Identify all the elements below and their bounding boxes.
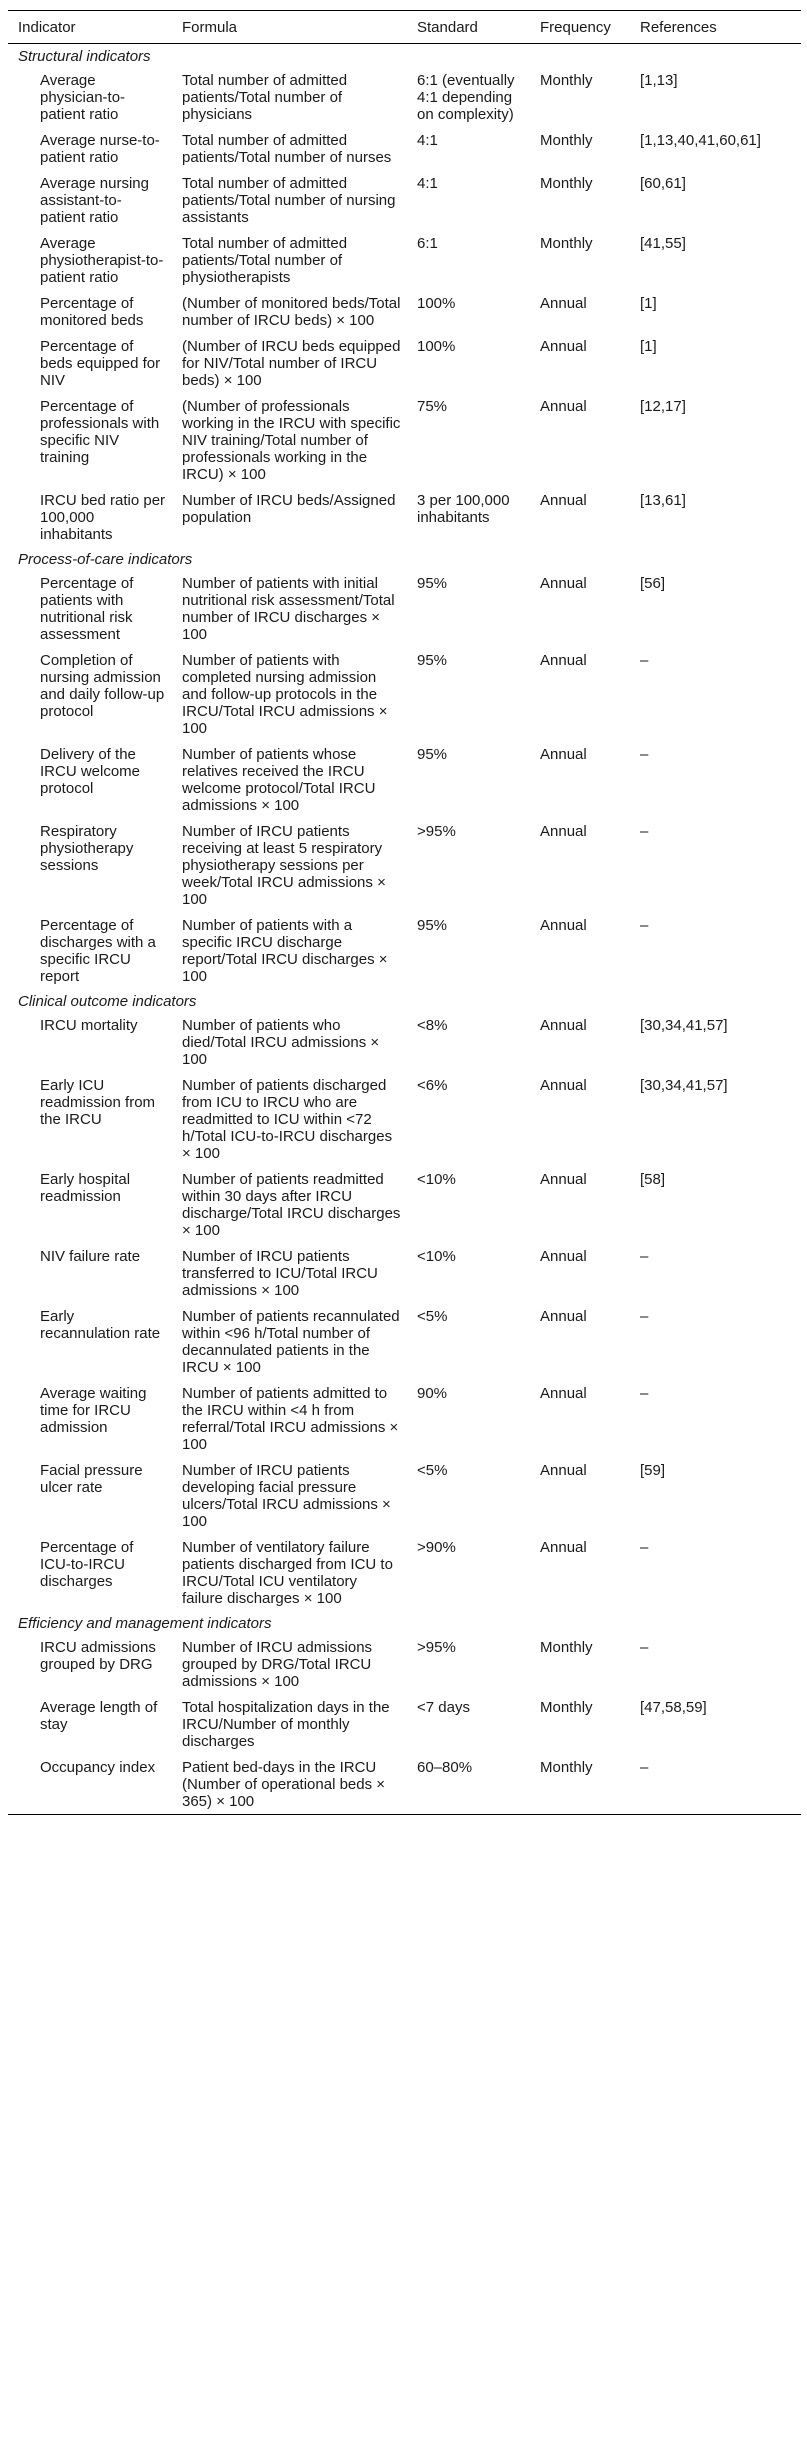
- indicator-cell: IRCU mortality: [40, 1017, 138, 1034]
- table-header: [8, 11, 801, 44]
- formula-cell: Number of patients whose relatives received the IRCU welcome protocol/Total IRCU admissions × 100: [182, 746, 376, 814]
- standard-cell: 6:1 (eventually 4:1 depending on complexity): [417, 72, 515, 123]
- table-row: [8, 393, 801, 487]
- frequency-cell: Monthly: [540, 235, 593, 252]
- indicator-cell: Percentage of beds equipped for NIV: [40, 338, 161, 389]
- formula-cell: Total hospitalization days in the IRCU/Number of monthly discharges: [182, 1699, 390, 1750]
- frequency-cell: Annual: [540, 398, 587, 415]
- formula-cell: Number of patients with completed nursing admission and follow-up protocols in the IRCU/Total IRCU admissions × 100: [182, 652, 388, 737]
- references-cell: [60,61]: [640, 175, 686, 192]
- frequency-cell: Annual: [540, 1308, 587, 1325]
- frequency-cell: Monthly: [540, 1699, 593, 1716]
- indicator-cell: Average physician-to-patient ratio: [40, 72, 126, 123]
- frequency-cell: Annual: [540, 1248, 587, 1265]
- table-row: [8, 1166, 801, 1243]
- frequency-cell: Annual: [540, 1171, 587, 1188]
- table-row: [8, 1303, 801, 1380]
- standard-cell: 3 per 100,000 inhabitants: [417, 492, 510, 526]
- frequency-cell: Monthly: [540, 1639, 593, 1656]
- frequency-cell: Monthly: [540, 1759, 593, 1776]
- references-cell: –: [640, 746, 649, 763]
- frequency-cell: Annual: [540, 575, 587, 592]
- indicator-cell: IRCU bed ratio per 100,000 inhabitants: [40, 492, 166, 543]
- indicator-cell: Percentage of ICU-to-IRCU discharges: [40, 1539, 134, 1590]
- table-row: [8, 487, 801, 547]
- indicator-cell: Percentage of monitored beds: [40, 295, 144, 329]
- header-standard: Standard: [417, 19, 478, 36]
- indicators-table-container: [8, 10, 801, 1815]
- references-cell: [1]: [640, 338, 657, 355]
- frequency-cell: Annual: [540, 917, 587, 934]
- header-formula: Formula: [182, 19, 238, 36]
- indicator-cell: Percentage of discharges with a specific IRCU report: [40, 917, 156, 985]
- references-cell: –: [640, 917, 649, 934]
- references-cell: [13,61]: [640, 492, 686, 509]
- table-row: [8, 170, 801, 230]
- section-header-row: [8, 989, 801, 1012]
- section-title: Clinical outcome indicators: [18, 993, 197, 1010]
- formula-cell: Number of IRCU admissions grouped by DRG/Total IRCU admissions × 100: [182, 1639, 373, 1690]
- indicator-cell: Facial pressure ulcer rate: [40, 1462, 143, 1496]
- standard-cell: >95%: [417, 823, 456, 840]
- frequency-cell: Annual: [540, 652, 587, 669]
- section-title: Structural indicators: [18, 48, 151, 65]
- formula-cell: Number of IRCU beds/Assigned population: [182, 492, 396, 526]
- standard-cell: 90%: [417, 1385, 448, 1402]
- section-title: Process-of-care indicators: [18, 551, 193, 568]
- table-row: [8, 1012, 801, 1072]
- formula-cell: Number of IRCU patients transferred to ICU/Total IRCU admissions × 100: [182, 1248, 378, 1299]
- table-row: [8, 1072, 801, 1166]
- standard-cell: <6%: [417, 1077, 448, 1094]
- frequency-cell: Monthly: [540, 72, 593, 89]
- indicator-cell: Delivery of the IRCU welcome protocol: [40, 746, 141, 797]
- references-cell: –: [640, 823, 649, 840]
- formula-cell: Total number of admitted patients/Total number of nurses: [182, 132, 392, 166]
- table-row: [8, 1243, 801, 1303]
- frequency-cell: Annual: [540, 823, 587, 840]
- references-cell: –: [640, 1759, 649, 1776]
- formula-cell: Number of patients who died/Total IRCU admissions × 100: [182, 1017, 380, 1068]
- references-cell: –: [640, 1539, 649, 1556]
- standard-cell: <5%: [417, 1462, 448, 1479]
- frequency-cell: Annual: [540, 1462, 587, 1479]
- references-cell: [1,13]: [640, 72, 678, 89]
- table-row: [8, 333, 801, 393]
- standard-cell: >90%: [417, 1539, 456, 1556]
- indicator-cell: Completion of nursing admission and daily follow-up protocol: [40, 652, 165, 720]
- references-cell: [12,17]: [640, 398, 686, 415]
- table-body: [8, 44, 801, 1815]
- standard-cell: 6:1: [417, 235, 438, 252]
- references-cell: [41,55]: [640, 235, 686, 252]
- indicator-cell: Average physiotherapist-to-patient ratio: [40, 235, 164, 286]
- formula-cell: Number of patients readmitted within 30 days after IRCU discharge/Total IRCU discharges × 100: [182, 1171, 401, 1239]
- frequency-cell: Annual: [540, 746, 587, 763]
- references-cell: –: [640, 652, 649, 669]
- indicator-cell: Occupancy index: [40, 1759, 156, 1776]
- standard-cell: <10%: [417, 1171, 456, 1188]
- table-row: [8, 1634, 801, 1694]
- formula-cell: (Number of monitored beds/Total number of IRCU beds) × 100: [182, 295, 401, 329]
- section-header-row: [8, 1611, 801, 1634]
- table-row: [8, 1534, 801, 1611]
- indicator-cell: Percentage of patients with nutritional risk assessment: [40, 575, 134, 643]
- frequency-cell: Annual: [540, 492, 587, 509]
- formula-cell: Total number of admitted patients/Total number of nursing assistants: [182, 175, 396, 226]
- standard-cell: 100%: [417, 295, 456, 312]
- standard-cell: <7 days: [417, 1699, 470, 1716]
- standard-cell: 4:1: [417, 132, 438, 149]
- header-references: References: [640, 19, 717, 36]
- formula-cell: Total number of admitted patients/Total number of physicians: [182, 72, 348, 123]
- frequency-cell: Annual: [540, 1385, 587, 1402]
- indicator-cell: Early recannulation rate: [40, 1308, 161, 1342]
- section-header-row: [8, 44, 801, 68]
- formula-cell: Number of IRCU patients receiving at least 5 respiratory physiotherapy sessions per week/Total IRCU admissions × 100: [182, 823, 386, 908]
- frequency-cell: Annual: [540, 295, 587, 312]
- references-cell: [1,13,40,41,60,61]: [640, 132, 761, 149]
- formula-cell: Number of IRCU patients developing facial pressure ulcers/Total IRCU admissions × 100: [182, 1462, 391, 1530]
- indicator-cell: Early ICU readmission from the IRCU: [40, 1077, 156, 1128]
- table-row: [8, 647, 801, 741]
- references-cell: [30,34,41,57]: [640, 1077, 728, 1094]
- indicator-cell: Average nursing assistant-to-patient ratio: [40, 175, 149, 226]
- indicator-cell: Percentage of professionals with specific NIV training: [40, 398, 160, 466]
- formula-cell: (Number of professionals working in the IRCU with specific NIV training/Total number of professionals working in the IRCU) × 100: [182, 398, 401, 483]
- formula-cell: Total number of admitted patients/Total number of physiotherapists: [182, 235, 348, 286]
- table-row: [8, 127, 801, 170]
- references-cell: [30,34,41,57]: [640, 1017, 728, 1034]
- standard-cell: >95%: [417, 1639, 456, 1656]
- standard-cell: 100%: [417, 338, 456, 355]
- formula-cell: Number of patients with a specific IRCU discharge report/Total IRCU discharges × 100: [182, 917, 388, 985]
- references-cell: [58]: [640, 1171, 666, 1188]
- formula-cell: Number of ventilatory failure patients discharged from ICU to IRCU/Total ICU ventilatory failure discharges × 100: [182, 1539, 393, 1607]
- frequency-cell: Monthly: [540, 175, 593, 192]
- section-title: Efficiency and management indicators: [18, 1615, 272, 1632]
- references-cell: [1]: [640, 295, 657, 312]
- indicator-cell: Average length of stay: [40, 1699, 158, 1733]
- table-row: [8, 1694, 801, 1754]
- indicator-cell: Early hospital readmission: [40, 1171, 131, 1205]
- indicator-cell: IRCU admissions grouped by DRG: [40, 1639, 156, 1673]
- table-row: [8, 570, 801, 647]
- table-row: [8, 67, 801, 127]
- formula-cell: Number of patients admitted to the IRCU within <4 h from referral/Total IRCU admissions × 100: [182, 1385, 399, 1453]
- references-cell: [47,58,59]: [640, 1699, 707, 1716]
- quality-indicators-table: [8, 10, 801, 1815]
- table-row: [8, 290, 801, 333]
- standard-cell: <5%: [417, 1308, 448, 1325]
- references-cell: –: [640, 1385, 649, 1402]
- formula-cell: Number of patients with initial nutritional risk assessment/Total number of IRCU discharges × 100: [182, 575, 395, 643]
- frequency-cell: Monthly: [540, 132, 593, 149]
- indicator-cell: NIV failure rate: [40, 1248, 141, 1265]
- standard-cell: 95%: [417, 575, 448, 592]
- table-row: [8, 1457, 801, 1534]
- section-header-row: [8, 547, 801, 570]
- table-row: [8, 741, 801, 818]
- indicator-cell: Respiratory physiotherapy sessions: [40, 823, 134, 874]
- indicator-cell: Average waiting time for IRCU admission: [40, 1385, 147, 1436]
- formula-cell: (Number of IRCU beds equipped for NIV/Total number of IRCU beds) × 100: [182, 338, 401, 389]
- frequency-cell: Annual: [540, 1539, 587, 1556]
- header-row: [8, 11, 801, 44]
- standard-cell: <8%: [417, 1017, 448, 1034]
- table-row: [8, 230, 801, 290]
- formula-cell: Patient bed-days in the IRCU (Number of operational beds × 365) × 100: [182, 1759, 386, 1810]
- header-frequency: Frequency: [540, 19, 611, 36]
- header-indicator: Indicator: [18, 19, 76, 36]
- standard-cell: 95%: [417, 746, 448, 763]
- standard-cell: 95%: [417, 917, 448, 934]
- standard-cell: <10%: [417, 1248, 456, 1265]
- frequency-cell: Annual: [540, 1077, 587, 1094]
- table-row: [8, 912, 801, 989]
- standard-cell: 60–80%: [417, 1759, 473, 1776]
- formula-cell: Number of patients recannulated within <96 h/Total number of decannulated patients in the IRCU × 100: [182, 1308, 400, 1376]
- formula-cell: Number of patients discharged from ICU to IRCU who are readmitted to ICU within <72 h/Total ICU-to-IRCU discharges × 100: [182, 1077, 393, 1162]
- frequency-cell: Annual: [540, 1017, 587, 1034]
- standard-cell: 75%: [417, 398, 448, 415]
- table-row: [8, 1380, 801, 1457]
- references-cell: –: [640, 1248, 649, 1265]
- indicator-cell: Average nurse-to-patient ratio: [40, 132, 160, 166]
- standard-cell: 95%: [417, 652, 448, 669]
- standard-cell: 4:1: [417, 175, 438, 192]
- references-cell: –: [640, 1639, 649, 1656]
- references-cell: [56]: [640, 575, 666, 592]
- references-cell: [59]: [640, 1462, 666, 1479]
- table-row: [8, 1754, 801, 1815]
- frequency-cell: Annual: [540, 338, 587, 355]
- references-cell: –: [640, 1308, 649, 1325]
- table-row: [8, 818, 801, 912]
